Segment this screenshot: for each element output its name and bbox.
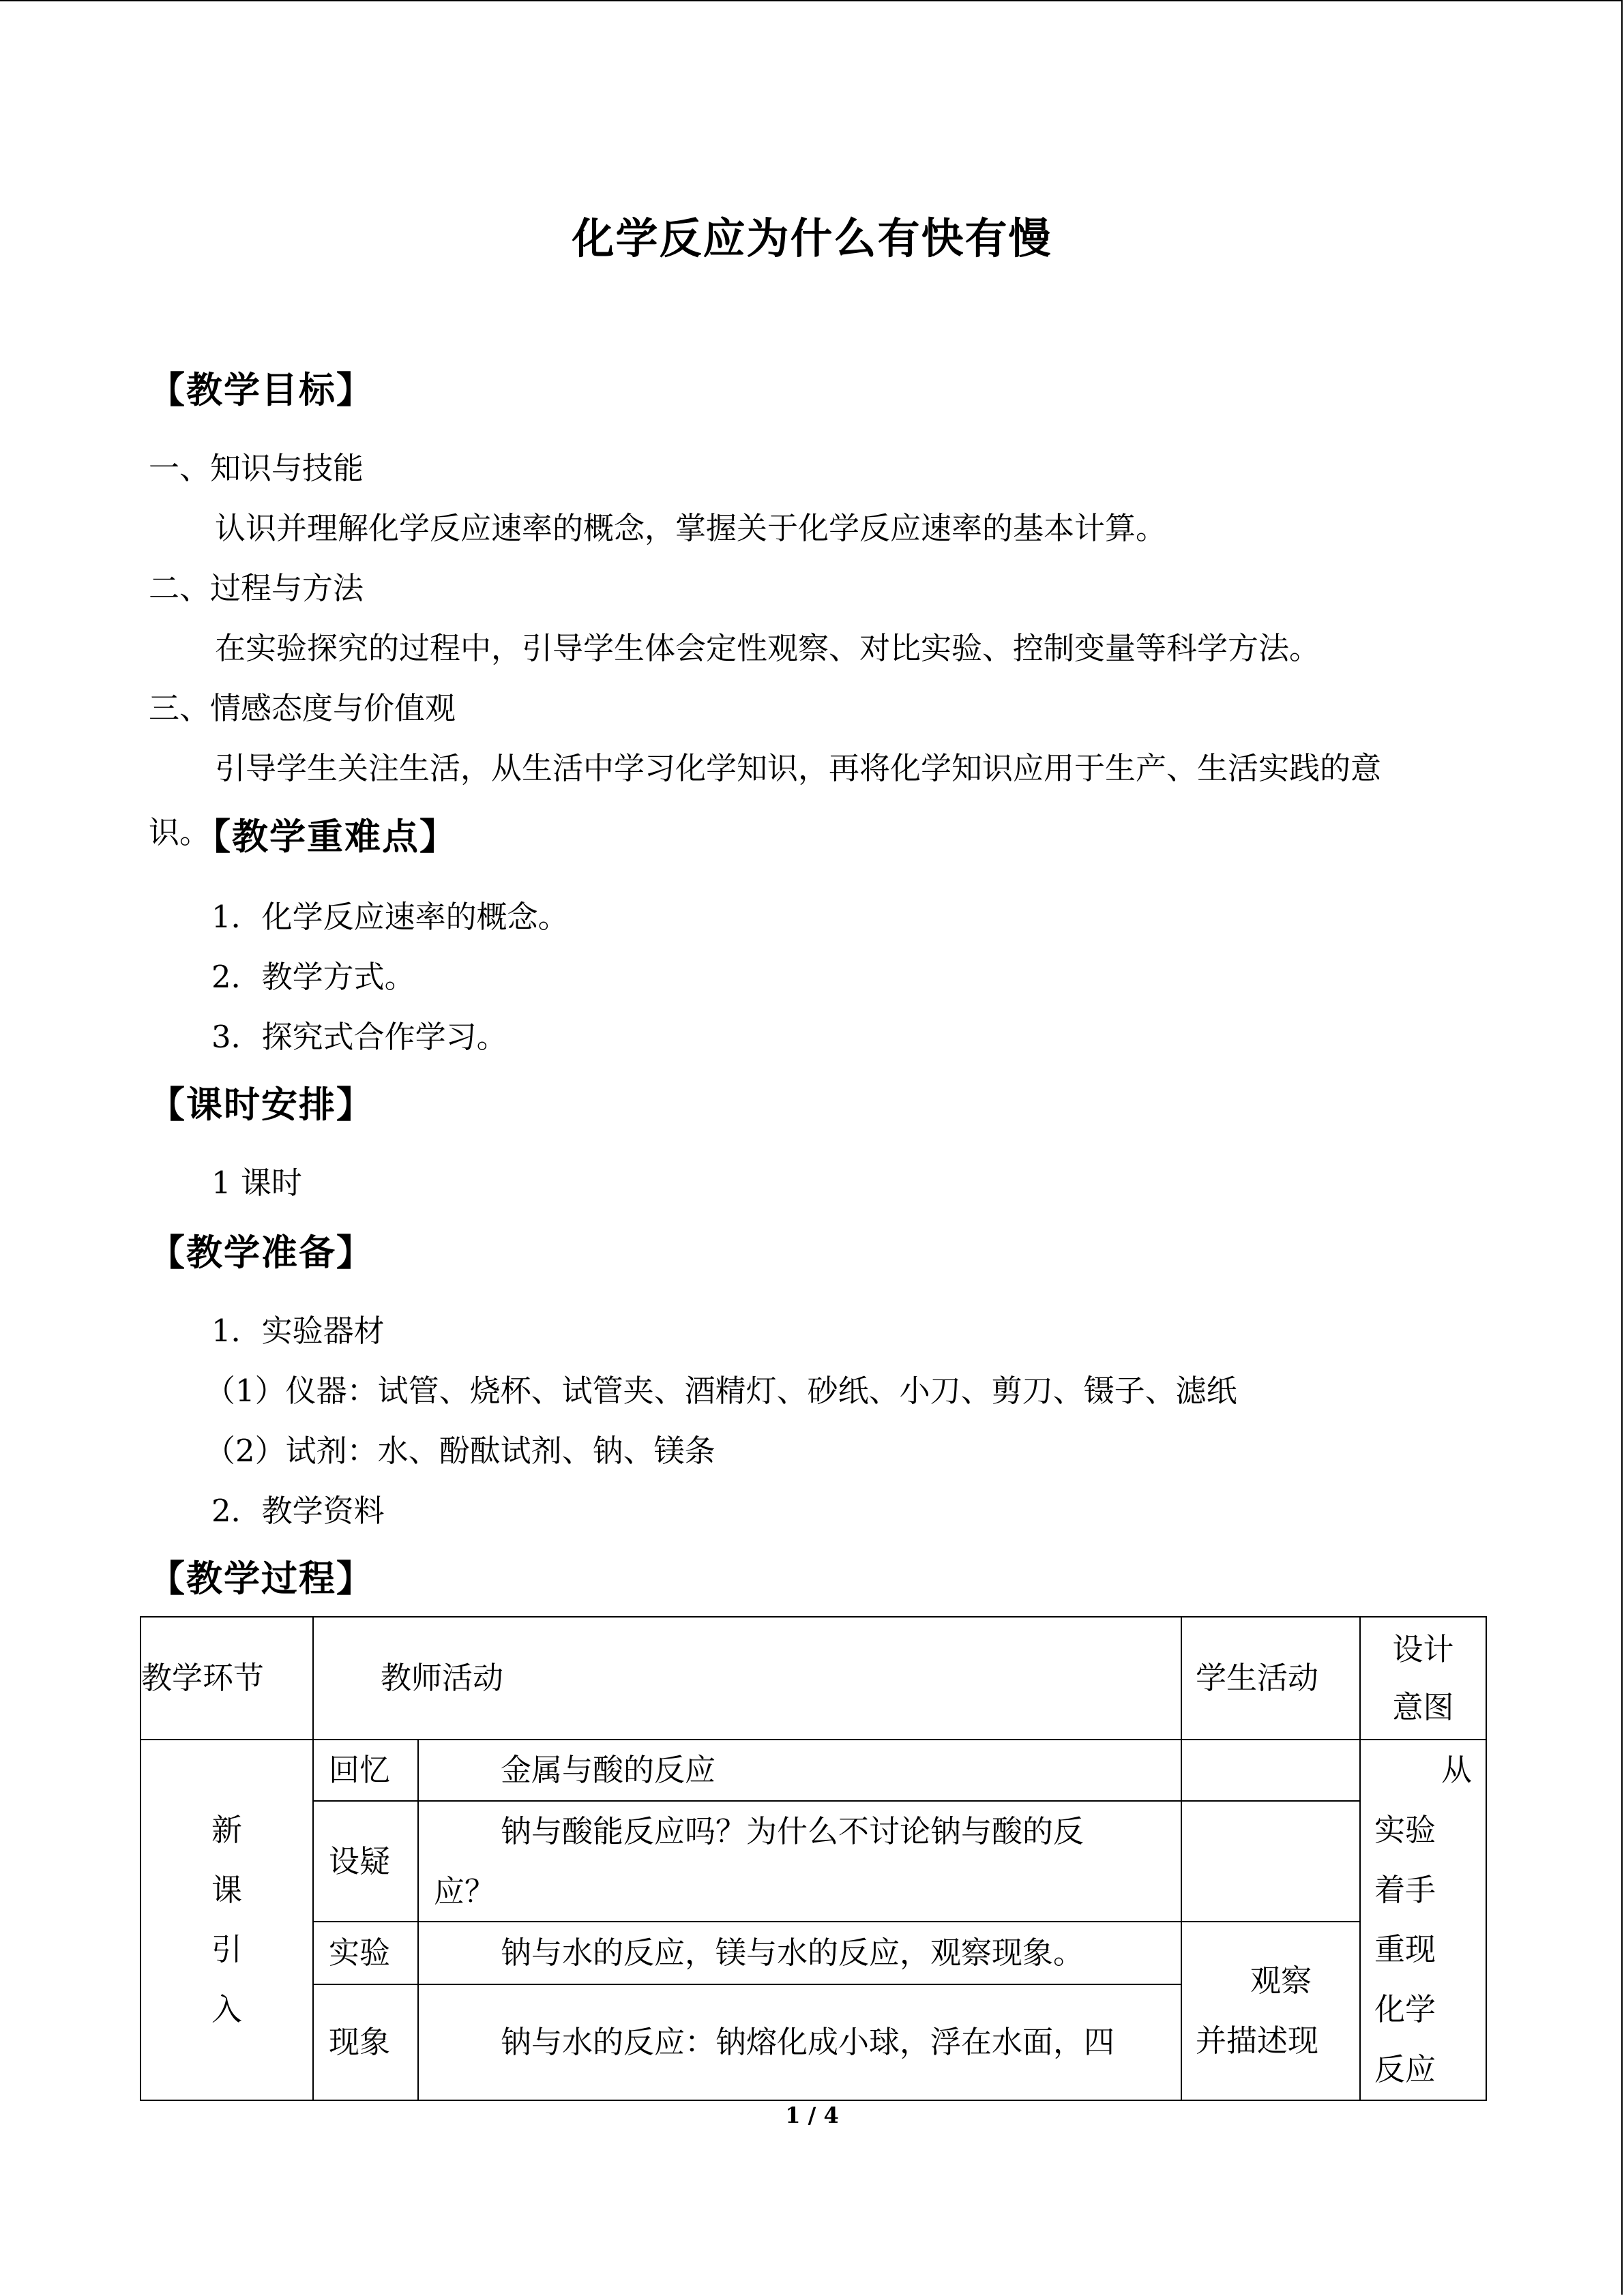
schedule-text: 1 课时: [211, 1165, 302, 1201]
header-student-activity: 学生活动: [1181, 1617, 1360, 1740]
student-activity-empty: [1181, 1740, 1360, 1801]
student-activity-empty: [1181, 1801, 1360, 1922]
goal-heading-attitude: 三、情感态度与价值观: [149, 690, 456, 726]
intent-line: 化学: [1374, 1991, 1436, 2027]
header-design-intent: [1360, 1617, 1486, 1740]
student-activity-observe: [1181, 1922, 1360, 2100]
row-label-recall: 回忆: [313, 1740, 418, 1801]
row-label-experiment: 实验: [313, 1922, 418, 1984]
header-teacher-activity: 教师活动: [313, 1617, 1181, 1740]
preparation-item-equipment: 1．实验器材: [211, 1313, 385, 1349]
preparation-reagents: （2）试剂：水、酚酞试剂、钠、镁条: [205, 1433, 715, 1469]
page-number: 1 / 4: [785, 2102, 839, 2128]
key-point-item: 3．探究式合作学习。: [211, 1019, 507, 1055]
student-activity-line2: 并描述现: [1196, 2022, 1319, 2059]
teaching-process-table: [140, 1616, 1487, 2101]
intent-line: 重现: [1374, 1931, 1436, 1968]
intent-line: 反应: [1374, 2051, 1436, 2087]
goal-text-process: 在实验探究的过程中，引导学生体会定性观察、对比实验、控制变量等科学方法。: [215, 630, 1320, 666]
preparation-item-materials: 2．教学资料: [211, 1493, 385, 1529]
goal-text-attitude-line1: 引导学生关注生活，从生活中学习化学知识，再将化学知识应用于生产、生活实践的意: [215, 750, 1382, 786]
row-content-recall: 金属与酸的反应: [418, 1740, 1181, 1801]
header-design-intent-line1: 设计: [1392, 1630, 1454, 1667]
stage-char: 课: [211, 1871, 242, 1908]
stage-new-lesson-intro: [141, 1740, 313, 2100]
section-heading-schedule: 【课时安排】: [149, 1084, 374, 1126]
row-label-question: 设疑: [313, 1801, 418, 1922]
goal-text-knowledge: 认识并理解化学反应速率的概念，掌握关于化学反应速率的基本计算。: [215, 510, 1167, 546]
table-header-row: [141, 1617, 1486, 1740]
preparation-instruments: （1）仪器：试管、烧杯、试管夹、酒精灯、砂纸、小刀、剪刀、镊子、滤纸: [205, 1373, 1237, 1409]
table-row: [141, 1740, 1486, 1801]
section-heading-preparation: 【教学准备】: [149, 1232, 374, 1274]
key-point-item: 2．教学方式。: [211, 959, 415, 995]
table-row: [141, 1801, 1486, 1922]
student-activity-line1: 观察: [1250, 1963, 1312, 1999]
section-heading-key-points: 【教学重难点】: [194, 816, 457, 858]
header-design-intent-line2: 意图: [1392, 1689, 1454, 1725]
key-point-item: 1．化学反应速率的概念。: [211, 899, 569, 935]
row-content-experiment: 钠与水的反应，镁与水的反应，观察现象。: [418, 1922, 1181, 1984]
goal-text-attitude-line2: 识。: [149, 814, 211, 850]
row-content-question-line1: 钠与酸能反应吗？为什么不讨论钠与酸的反: [501, 1813, 1084, 1849]
row-content-phenomenon: 钠与水的反应：钠熔化成小球，浮在水面，四: [418, 1984, 1181, 2100]
header-stage: 教学环节: [141, 1617, 313, 1740]
goal-heading-knowledge: 一、知识与技能: [149, 450, 364, 486]
stage-char: 入: [211, 1991, 242, 2027]
row-content-question-line2: 应？: [434, 1873, 496, 1909]
stage-char: 新: [211, 1811, 242, 1848]
section-heading-goals: 【教学目标】: [149, 369, 374, 411]
intent-line: 从: [1441, 1752, 1472, 1788]
design-intent-cell: [1360, 1740, 1486, 2100]
stage-char: 引: [211, 1931, 242, 1968]
section-heading-process: 【教学过程】: [149, 1557, 374, 1600]
intent-line: 着手: [1374, 1871, 1436, 1908]
goal-heading-process: 二、过程与方法: [149, 570, 364, 606]
intent-line: 实验: [1374, 1811, 1436, 1848]
row-content-question: [418, 1801, 1181, 1922]
page-title: 化学反应为什么有快有慢: [572, 213, 1052, 263]
row-label-phenomenon: 现象: [313, 1984, 418, 2100]
table-row: [141, 1922, 1486, 1984]
